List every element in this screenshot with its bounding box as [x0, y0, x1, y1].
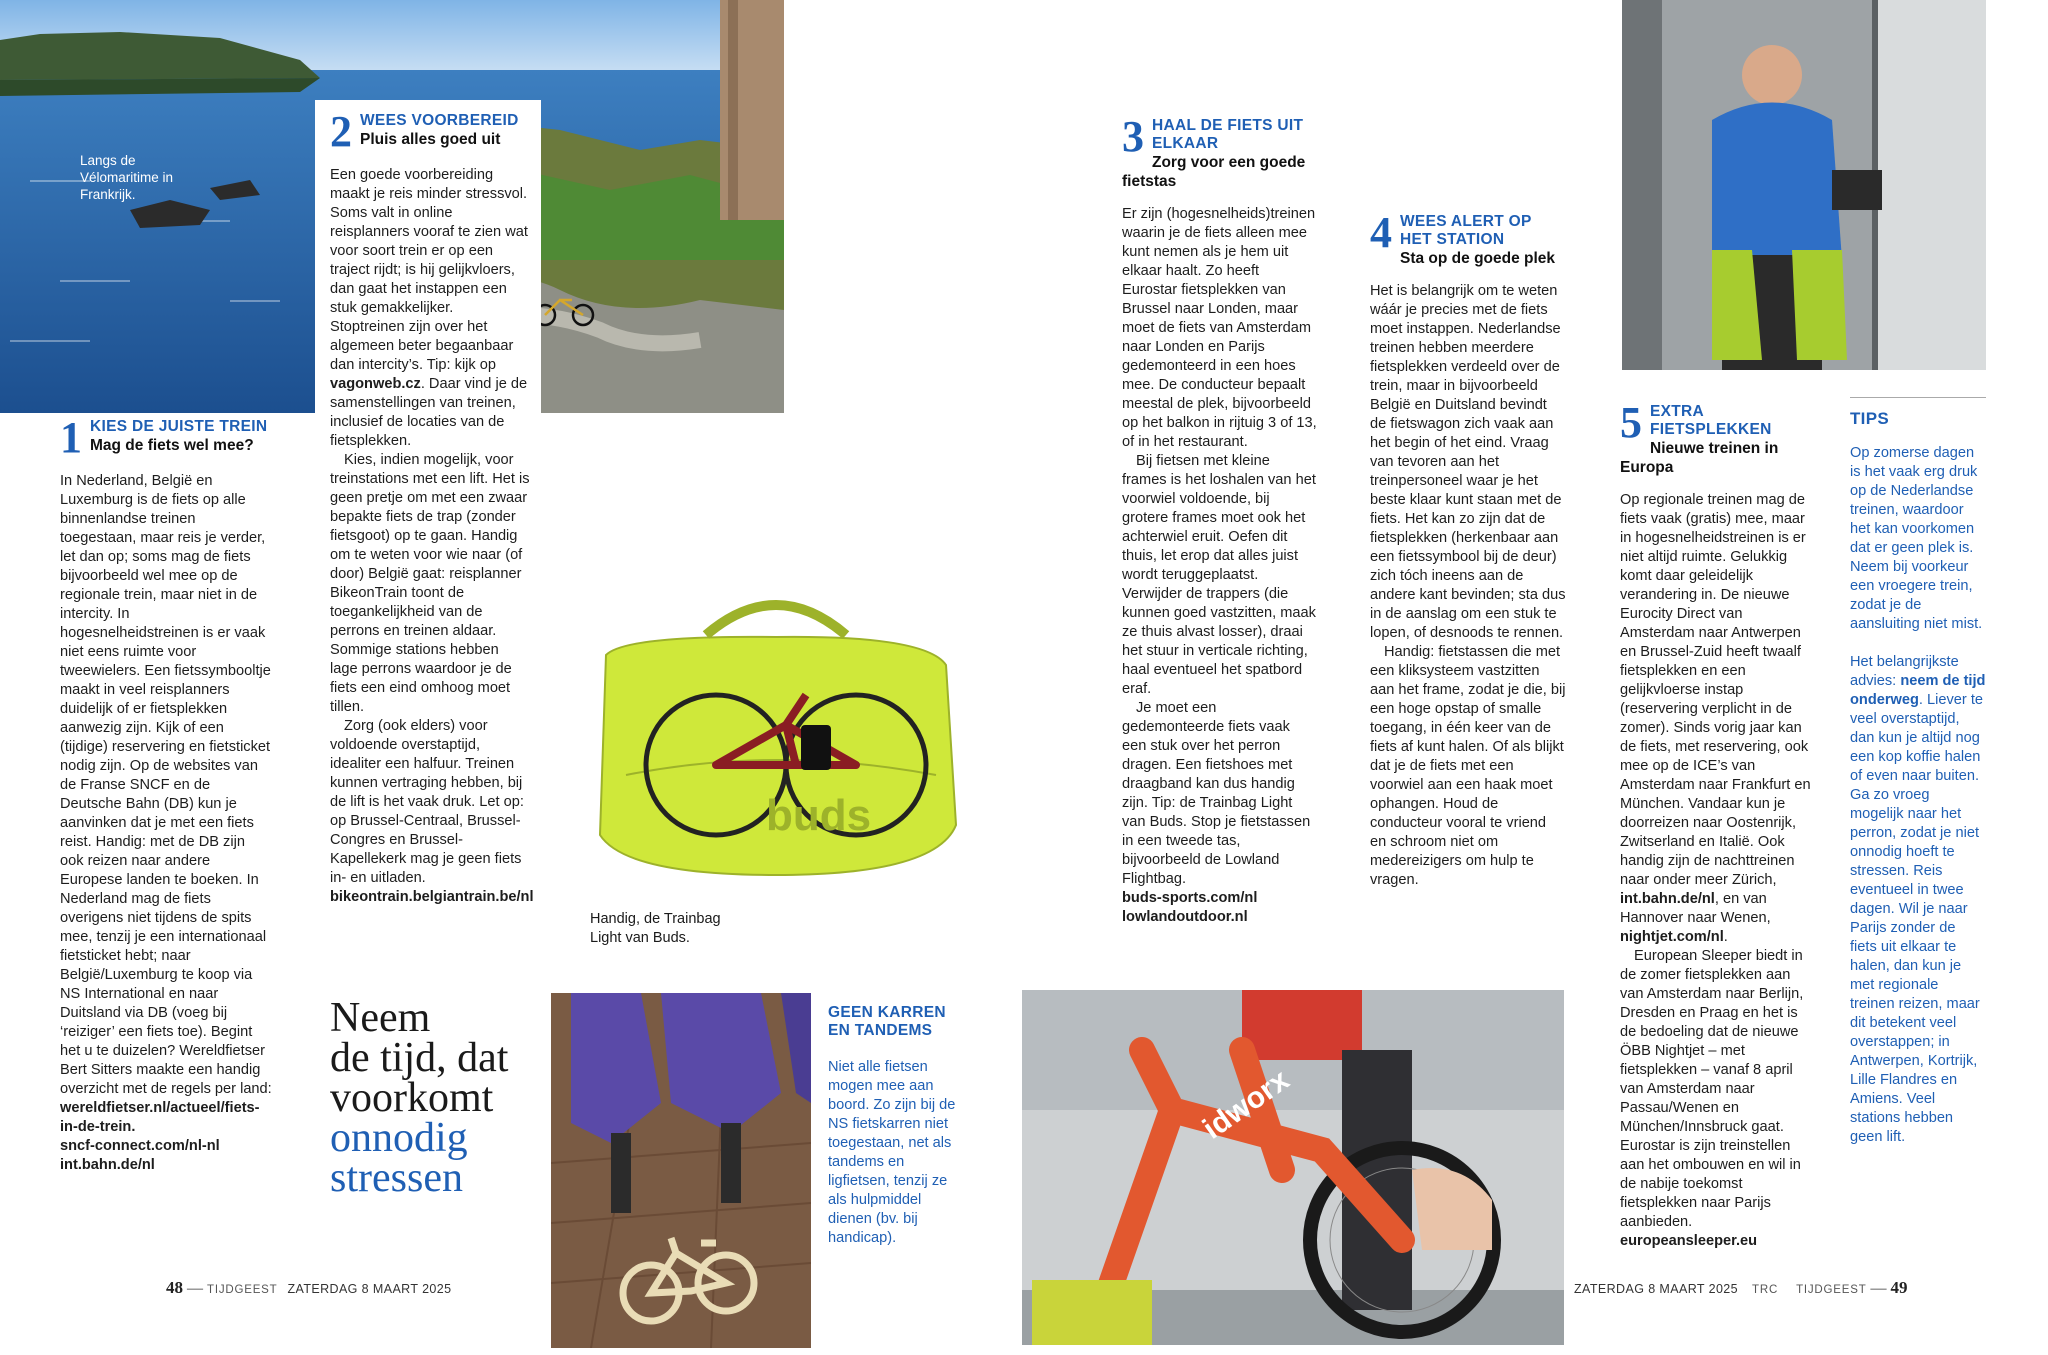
section-number: 4 — [1370, 213, 1392, 257]
section-subtitle: Mag de fiets wel mee? — [90, 437, 254, 454]
section-body — [1122, 205, 1318, 927]
tips-body — [1850, 444, 1986, 1147]
paragraph: Er zijn (hogesnelheids)treinen waarin je de fiets alleen mee kunt nemen als je hem uit elkaar haalt. Zo heeft Eurostar fietsplekken van Brussel naar Londen, maar moet de fiets van Amsterdam naar Londen en Parijs gedemonteerd in een hoes mee. De conducteur bepaalt meestal de plek, bijvoorbeeld op het balkon in rijtuig 3 of 13, of in het restaurant. — [1122, 206, 1317, 450]
paragraph: Zorg (ook elders) voor voldoende overstaptijd, idealiter een halfuur. Treinen kunnen vertraging hebben, bij de lift is het vaak druk. Let op: op Brussel-Centraal, Brussel-Congres en Brussel-Kapellekerk mag je geen fiets in- en uitladen. — [330, 718, 524, 886]
brand: TIJDGEEST — [1796, 1284, 1867, 1296]
section-title: WEES ALERT OP HET STATION — [1400, 213, 1532, 248]
section-5 — [1620, 403, 1816, 1251]
footer-left — [166, 1278, 451, 1298]
trc: TRC — [1752, 1284, 1779, 1296]
link-vagonweb[interactable]: vagonweb.cz — [330, 376, 421, 392]
trainbag-icon — [586, 575, 966, 905]
text: Op regionale treinen mag de fiets vaak (gratis) mee, maar in hogesnelheidstreinen is er niet altijd ruimte. Gelukkig komt daar geleidelijk verandering in. De nieuwe Eurocity Direct van Amsterdam naar Antwerpen en Brussel-Zuid heeft twaalf fietsplekken en een gelijkvloerse instap (reservering verplicht in de zomer). Sinds vorig jaar kan de fiets, met reservering, ook mee op de ICE’s van Amsterdam naar Frankfurt en München. Vandaar kun je doorreizen naar Oostenrijk, Zwitserland en Italië. Ook handig zijn de nachttreinen naar onder meer Zürich, — [1620, 492, 1811, 888]
paragraph: Kies, indien mogelijk, voor treinstations met een lift. Het is geen pretje om met een zwaar bepakte fiets de trap (zonder fietsgoot) op te gaan. Handig om te weten voor wie naar (of door) België gaat: reisplanner BikeonTrain toont de toegankelijkheid van de perrons en treinen aldaar. Sommige stations hebben lage perrons waardoor je de fiets een eind omhoog moet tillen. — [330, 452, 530, 715]
section-subtitle: Nieuwe treinen in Europa — [1620, 440, 1779, 476]
section-2 — [330, 112, 534, 907]
quote-line: de tijd, dat — [330, 1035, 509, 1081]
issue-date: ZATERDAG 8 MAART 2025 — [1574, 1282, 1739, 1296]
section-subtitle: Sta op de goede plek — [1400, 250, 1556, 267]
quote-line: Neem — [330, 995, 431, 1041]
train-bicycle-area-photo — [551, 993, 811, 1348]
section-5-header — [1620, 403, 1816, 477]
section-subtitle: Pluis alles goed uit — [360, 131, 501, 148]
ebike-photo — [1022, 990, 1564, 1345]
separator: — — [1870, 1280, 1891, 1297]
text: Een goede voorbereiding maakt je reis minder stressvol. Soms valt in online reisplanners vooraf te zien wat voor soort trein er op een traject rijdt; is hij gelijkvloers, dan gaat het instappen een stuk gemakkelijker. Stoptreinen zijn over het algemeen beter begaanbaar dan intercity’s. Tip: kijk op — [330, 167, 528, 373]
paragraph — [1850, 653, 1986, 1147]
train-seats-photo — [551, 993, 811, 1348]
brand: TIJDGEEST — [207, 1284, 278, 1296]
section-1 — [60, 418, 272, 1175]
separator: — — [187, 1280, 207, 1297]
sidebar-karren — [828, 1004, 968, 1248]
link-sncf[interactable]: sncf-connect.com/nl-nl — [60, 1138, 220, 1154]
section-title: EXTRA FIETSPLEKKEN — [1650, 403, 1772, 438]
text: . Liever te veel overstaptijd, dan kun je altijd nog een kop koffie halen of even naar buiten. Ga zo vroeg mogelijk naar het perron, zodat je niet onnodig hoeft te stressen. Reis eventueel in twee dagen. Wil je naar Parijs zonder de fiets uit elkaar te halen, dan kun je met regionale treinen reizen, maar dit betekent veel overstappen; in Antwerpen, Kortrijk, Lille Flandres en Amiens. Veel stations hebben geen lift. — [1850, 692, 1984, 1145]
sidebar-title: GEEN KARREN EN TANDEMS — [828, 1004, 946, 1039]
paragraph: Het is belangrijk om te weten wáár je precies met de fiets moet instappen. Nederlandse treinen hebben meerdere fietsplekken verdeeld over de trein, maar in bijvoorbeeld België en Duitsland bevindt de fietswagon zich vaak aan het begin of het eind. Vraag van tevoren aan het treinpersoneel waar je het beste klaar kunt staan met de fiets. Het kan zo zijn dat de fietsplekken (herkenbaar aan een fietssymbool bij de deur) zich tóch ineens aan de andere kant bevinden; sta dus in de aanslag om een stuk te lopen, of desnoods te rennen. — [1370, 283, 1566, 641]
link-bahn[interactable]: int.bahn.de/nl — [60, 1157, 155, 1173]
section-4 — [1370, 213, 1566, 890]
section-title: KIES DE JUISTE TREIN — [90, 418, 268, 435]
page-number: 48 — [166, 1278, 183, 1297]
sidebar-body: Niet alle fietsen mogen mee aan boord. Zo zijn bij de NS fietskarren niet toegestaan, net als tandems en ligfietsen, tenzij ze als hulpmiddel dienen (bv. bij handicap). — [828, 1059, 956, 1246]
orange-ebike-icon — [1022, 990, 1564, 1345]
paragraph: Op regionale treinen mag de fiets vaak (gratis) mee, maar in hogesnelheidstreinen is er niet altijd ruimte. Gelukkig komt daar geleidelijk verandering in. De nieuwe Eurocity Direct van Amsterdam naar Antwerpen en Brussel-Zuid heeft twaalf fietsplekken en een gelijkvloerse instap (reservering verplicht in de zomer). Sinds vorig jaar kan de fiets, met reservering, ook mee op de ICE’s van Amsterdam naar Frankfurt en München. Vandaar kun je doorreizen naar Oostenrijk, Zwitserland en Italië. Ook handig zijn de nachttreinen naar onder meer Zürich, int.bahn.de/nl, en van Hannover naar Wenen, nightjet.com/nl. — [1620, 492, 1811, 945]
paragraph: Handig: fietstassen die met een kliksysteem vastzitten aan het frame, zodat je die, bij een hoge opstap of smalle toegang, in één keer van de fiets af kunt halen. Of als blijkt dat je de fiets met een voorwiel aan een haak moet ophangen. Houd de conducteur vooral te vriend en schroom niet om medereizigers om hulp te vragen. — [1370, 644, 1566, 888]
pull-quote — [330, 995, 550, 1201]
section-3-header — [1122, 117, 1318, 191]
section-title: HAAL DE FIETS UIT ELKAAR — [1152, 117, 1304, 152]
section-3 — [1122, 117, 1318, 927]
text: , en van Hannover naar Wenen, — [1620, 891, 1771, 926]
quote-line: voorkomt — [330, 1075, 494, 1121]
link-europeansleeper[interactable]: europeansleeper.eu — [1620, 1233, 1758, 1249]
section-body — [1620, 491, 1816, 1251]
paragraph: Je moet een gedemonteerde fiets vaak een stuk over het perron dragen. Een fietshoes met draagband kan dus handig zijn. Tip: de Trainbag Light van Buds. Stop je fietstassen in een tweede tas, bijvoorbeeld de Lowland Flightbag. — [1122, 700, 1311, 887]
bike-brand: idworx — [1197, 1063, 1296, 1146]
section-title: WEES VOORBEREID — [360, 112, 519, 129]
section-number: 3 — [1122, 117, 1144, 161]
text: Het belangrijkste advies: — [1850, 654, 1959, 689]
quote-line: onnodig — [330, 1115, 468, 1161]
emphasis: neem de tijd onderweg — [1850, 673, 1986, 708]
paragraph — [330, 166, 530, 451]
section-subtitle: Zorg voor een goede fietstas — [1122, 154, 1306, 190]
link-wereldfietser[interactable]: wereldfietser.nl/actueel/fiets-in-de-trein. — [60, 1100, 260, 1135]
text: . Daar vind je de samenstellingen van treinen, inclusief de locaties van de fietsplekken. — [330, 376, 528, 449]
paragraph: Op zomerse dagen is het vaak erg druk op de Nederlandse treinen, waardoor het kan voorkomen dat er geen plek is. Neem bij voorkeur een vroegere trein, zodat je de aansluiting niet mist. — [1850, 445, 1983, 632]
quote-line: stressen — [330, 1155, 463, 1201]
issue-date: ZATERDAG 8 MAART 2025 — [287, 1282, 452, 1296]
section-4-header — [1370, 213, 1566, 268]
paragraph: European Sleeper biedt in de zomer fietsplekken aan van Amsterdam naar Berlijn, Dresden en Praag en het is de bedoeling dat de nieuwe ÖBB Nightjet – met fietsplekken – vanaf 8 april van Amsterdam naar Passau/Wenen en München/Innsbruck gaat. Eurostar is zijn treinstellen aan het ombouwen en wil in de nabije toekomst fietsplekken naar Parijs aanbieden. — [1620, 948, 1804, 1230]
section-body — [1370, 282, 1566, 890]
section-number: 2 — [330, 112, 352, 152]
section-number: 5 — [1620, 403, 1642, 447]
tips-box — [1850, 397, 1986, 1147]
section-1-header — [60, 418, 272, 458]
link-bikeontrain[interactable]: bikeontrain.belgiantrain.be/nl — [330, 889, 534, 905]
section-body — [330, 166, 534, 907]
bag-photo — [586, 575, 966, 905]
link-buds[interactable]: buds-sports.com/nl — [1122, 890, 1258, 906]
bag-brand: buds — [766, 791, 872, 840]
station-photo — [1622, 0, 1986, 370]
section-2-header — [330, 112, 530, 152]
paragraph: Bij fietsen met kleine frames is het loshalen van het voorwiel voldoende, bij grotere frames moet ook het achterwiel eruit. Oefen dit thuis, let erop dat alles juist wordt teruggeplaatst. Verwijder de trappers (die kunnen goed vastzitten, maak ze thuis alvast losser), draai het stuur in verticale richting, haal eventueel het spatbord eraf. — [1122, 453, 1316, 697]
man-with-bicycle-photo — [1622, 0, 1986, 370]
footer-right — [1570, 1278, 1908, 1298]
coast-caption: Langs de Vélomaritime in Frankrijk. — [80, 153, 174, 202]
bag-caption: Handig, de Trainbag Light van Buds. — [590, 911, 721, 946]
section-body — [60, 472, 272, 1175]
link-bahn[interactable]: int.bahn.de/nl — [1620, 891, 1715, 907]
link-nightjet[interactable]: nightjet.com/nl — [1620, 929, 1724, 945]
page-number: 49 — [1890, 1278, 1908, 1297]
tips-title: TIPS — [1850, 409, 1889, 428]
link-lowland[interactable]: lowlandoutdoor.nl — [1122, 909, 1248, 925]
paragraph: In Nederland, België en Luxemburg is de fiets op alle binnenlandse treinen toegestaan, maar reis je verder, let dan op; soms mag de fiets bijvoorbeeld wel mee op de regionale trein, maar niet in de intercity. In hogesnelheidstreinen is er vaak niet eens ruimte voor tweewielers. Een fietssymbooltje maakt in veel reisplanners duidelijk of er fietsplekken aanwezig zijn. Kijk of een (tijdige) reservering en fietsticket nodig zijn. Op de websites van de Franse SNCF en de Deutsche Bahn (DB) kun je aanvinken dat je met een fiets reist. Handig: met de DB zijn ook reizen naar andere Europese landen te boeken. In Nederland mag de fiets overigens niet tijdens de spits mee, tenzij je een internationaal fietsticket hebt; naar België/Luxemburg te koop via NS International en naar Duitsland via DB (voeg bij ‘reiziger’ een fiets toe). Begint het u te duizelen? Wereldfietser Bert Sitters maakte een handig overzicht met de regels per land: — [60, 473, 272, 1097]
section-number: 1 — [60, 418, 82, 458]
